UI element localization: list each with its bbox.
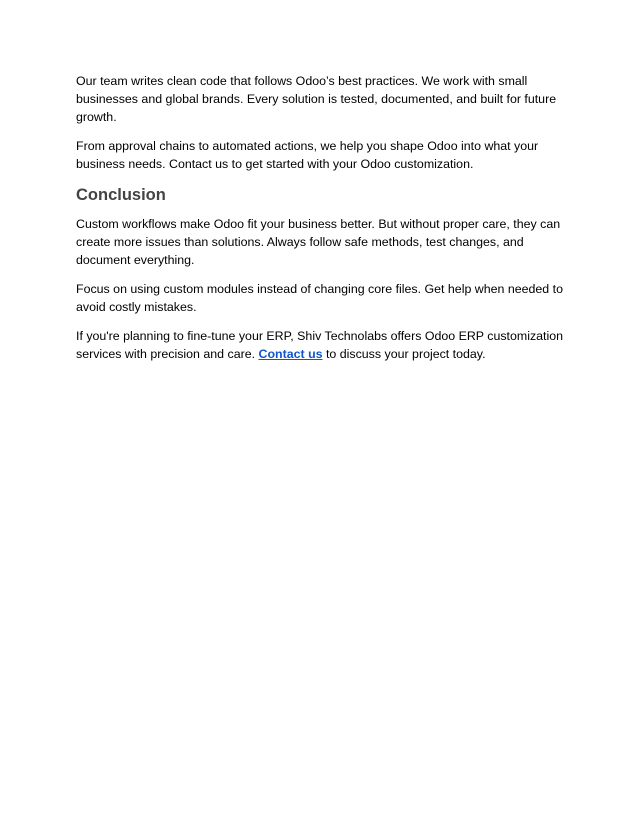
contact-text-before: If you're planning to fine-tune your ERP, Shiv Technolabs offers Odoo ERP customization services with precision and care. <box>76 329 564 361</box>
document-page <box>76 72 576 363</box>
conclusion-heading: Conclusion <box>76 186 166 204</box>
contact-text-after: to discuss your project today. <box>322 347 486 361</box>
paragraph-conclusion-contact <box>76 327 576 363</box>
paragraph-conclusion-workflows: Custom workflows make Odoo fit your business better. But without proper care, they can create more issues than solutions. Always follow safe methods, test changes, and document everything. <box>76 217 561 267</box>
paragraph-approval: From approval chains to automated actions, we help you shape Odoo into what your business needs. Contact us to get started with your Odoo customization. <box>76 139 539 171</box>
paragraph-team: Our team writes clean code that follows Odoo’s best practices. We work with small businesses and global brands. Every solution is tested, documented, and built for future growth. <box>76 74 557 124</box>
paragraph-conclusion-modules: Focus on using custom modules instead of changing core files. Get help when needed to avoid costly mistakes. <box>76 282 563 314</box>
contact-us-link[interactable]: Contact us <box>258 347 323 361</box>
